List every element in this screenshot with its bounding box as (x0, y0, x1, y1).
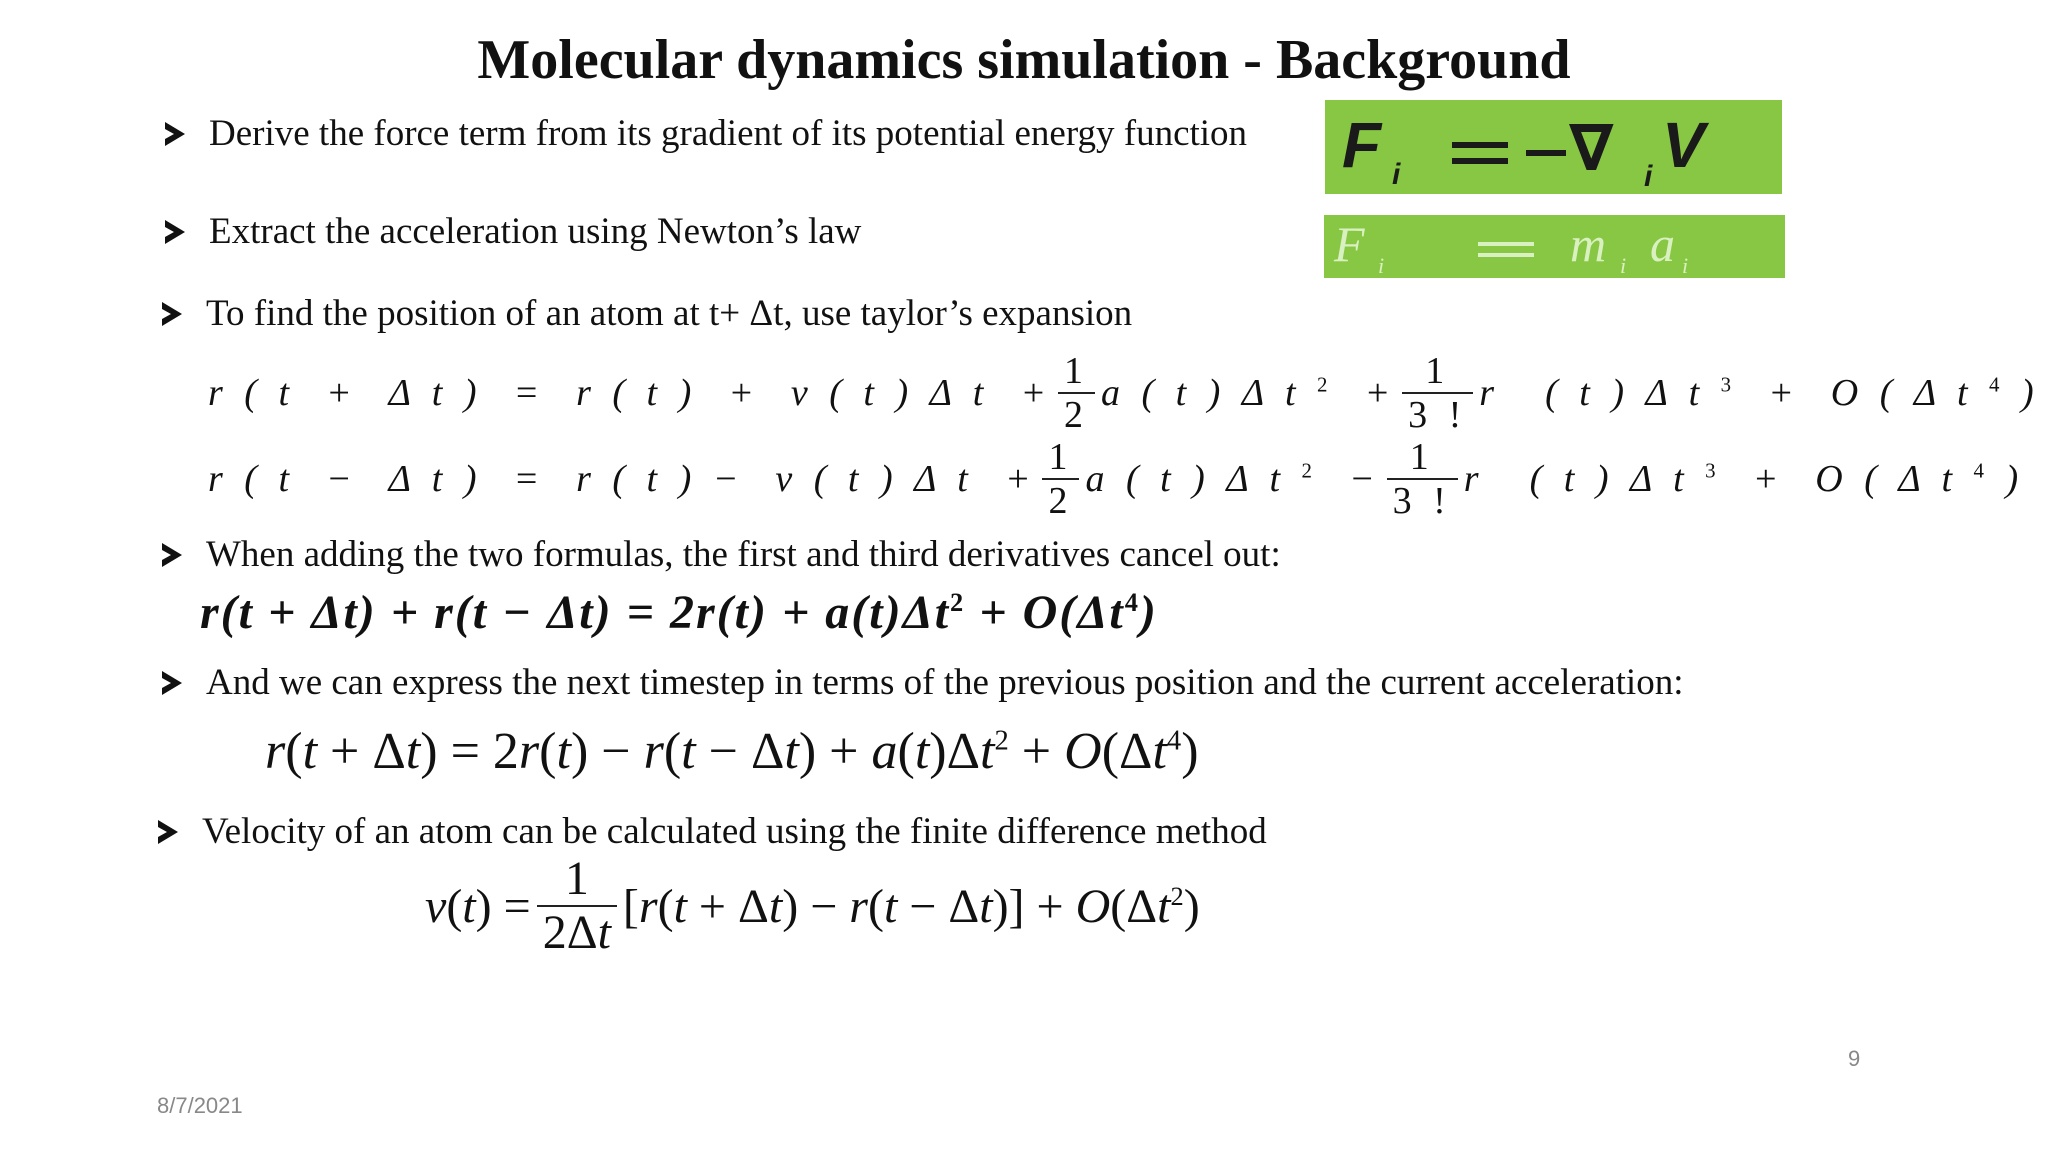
bullet-text: And we can express the next timestep in terms of the previous position and the current acceleration: (206, 662, 1684, 703)
arrow-bullet-icon (162, 671, 182, 695)
svg-text:a: a (1649, 216, 1675, 272)
velocity-equation: v(t) = $\frac{1}{2\Delta t}$ $[r(t + \Delta t) - r(t - \Delta t)] + O(\Delta t^2)$ (425, 852, 1200, 959)
arrow-bullet-icon (165, 122, 185, 146)
svg-text:F: F (1333, 216, 1369, 272)
bullet-text: Derive the force term from its gradient of its potential energy function (209, 113, 1248, 154)
svg-text:F: F (1341, 109, 1381, 181)
force-gradient-box (1325, 100, 1782, 194)
bullet-velocity (158, 810, 1267, 853)
verlet-equation: $r(t + \Delta t) = 2r(t) - r(t - \Delta t) + a(t)\Delta t^2 + O(\Delta t^4)$ (265, 723, 1199, 780)
svg-text:i: i (1619, 252, 1626, 277)
arrow-bullet-icon (162, 543, 182, 567)
force-gradient-equation (1334, 102, 1774, 192)
bullet-newton (165, 210, 861, 253)
sum-equation: $r(t + \Delta t) + r(t - \Delta t) = 2r(t) + a(t)\Delta t^2 + O(\Delta t^4)$ (200, 586, 1158, 639)
footer-date: 8/7/2021 (157, 1093, 243, 1118)
bullet-text: Velocity of an atom can be calculated using the finite difference method (202, 811, 1267, 852)
bullet-adding (162, 533, 1281, 576)
taylor-minus-equation: r ( t − Δ t ) = r ( t ) − v ( t ) Δ t + $\frac{1}{2}$ a ( t ) Δ t $^2$ − $\frac{1}{3 !}$ r⃛ ( t ) Δ t $^3$ + O ( Δ t $^4$ ) (208, 436, 2025, 522)
bullet-text: When adding the two formulas, the first and third derivatives cancel out: (206, 534, 1281, 575)
bullet-text: To find the position of an atom at t+ Δt, use taylor’s expansion (206, 293, 1133, 334)
newton-law-box (1324, 215, 1785, 278)
svg-text:i: i (1643, 160, 1652, 192)
arrow-bullet-icon (158, 820, 178, 844)
newton-law-equation (1330, 217, 1780, 277)
bullet-next-timestep (162, 661, 1683, 704)
arrow-bullet-icon (162, 302, 182, 326)
svg-text:i: i (1681, 252, 1688, 277)
svg-text:i: i (1391, 158, 1400, 191)
bullet-taylor (162, 292, 1132, 335)
svg-text:i: i (1377, 252, 1384, 277)
svg-text:m: m (1569, 216, 1606, 272)
taylor-plus-equation: r ( t + Δ t ) = r ( t ) + v ( t ) Δ t + $\frac{1}{2}$ a ( t ) Δ t $^2$ + $\frac{1}{3 !}$ r⃛ ( t ) Δ t $^3$ + O ( Δ t $^4$ ) (208, 350, 2040, 436)
slide-title: Molecular dynamics simulation - Background (477, 29, 1571, 91)
bullet-text: Extract the acceleration using Newton’s law (209, 211, 862, 252)
svg-text:V: V (1661, 109, 1705, 181)
page-number: 9 (1848, 1046, 1861, 1071)
arrow-bullet-icon (165, 220, 185, 244)
bullet-force-gradient (165, 112, 1247, 155)
svg-text:∇: ∇ (1568, 112, 1614, 186)
